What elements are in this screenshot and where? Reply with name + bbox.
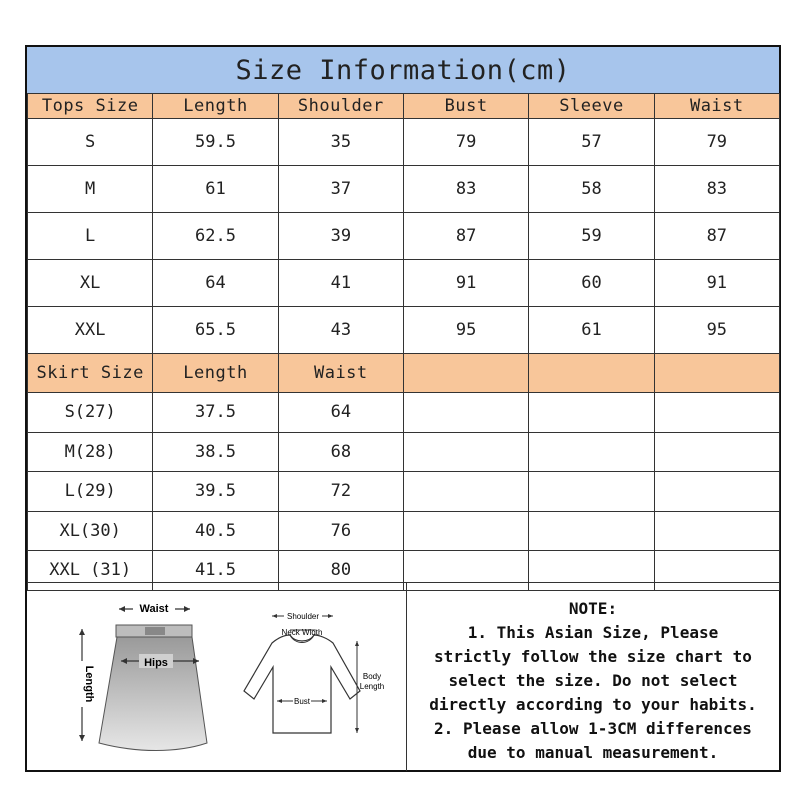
table-cell: 61	[153, 166, 278, 213]
table-cell: Shoulder	[278, 94, 403, 119]
table-cell: 60	[529, 260, 654, 307]
table-cell: 95	[403, 307, 528, 354]
skirt-header-row	[28, 354, 780, 393]
table-cell	[654, 472, 779, 512]
table-cell: 40.5	[153, 511, 278, 551]
table-cell: 39.5	[153, 472, 278, 512]
table-cell: 58	[529, 166, 654, 213]
table-cell	[529, 472, 654, 512]
note-heading: NOTE:	[568, 599, 618, 618]
table-cell	[654, 393, 779, 433]
table-cell	[529, 393, 654, 433]
table-cell: 95	[654, 307, 779, 354]
table-row	[28, 213, 780, 260]
table-cell: 59	[529, 213, 654, 260]
table-cell: 41	[278, 260, 403, 307]
bottom-section	[27, 582, 779, 771]
size-chart	[25, 45, 781, 772]
skirt-illustration	[75, 601, 207, 751]
table-cell: 68	[278, 432, 403, 472]
table-cell: 37.5	[153, 393, 278, 433]
table-cell	[529, 432, 654, 472]
table-cell: 64	[278, 393, 403, 433]
table-cell: 83	[654, 166, 779, 213]
note-line: 2. Please allow 1-3CM differences	[434, 719, 752, 738]
table-cell: 91	[403, 260, 528, 307]
table-cell	[403, 472, 528, 512]
table-cell: Waist	[654, 94, 779, 119]
table-cell	[403, 511, 528, 551]
table-cell: XXL	[28, 307, 153, 354]
skirt-hips-label: Hips	[144, 657, 168, 669]
table-row	[28, 119, 780, 166]
table-cell: 83	[403, 166, 528, 213]
table-cell: 43	[278, 307, 403, 354]
table-cell: 39	[278, 213, 403, 260]
table-cell	[654, 432, 779, 472]
note-line: 1. This Asian Size, Please	[467, 623, 719, 642]
table-cell: 87	[403, 213, 528, 260]
table-cell: 91	[654, 260, 779, 307]
table-cell: 65.5	[153, 307, 278, 354]
table-cell: XL(30)	[28, 511, 153, 551]
table-cell: L(29)	[28, 472, 153, 512]
table-cell: 61	[529, 307, 654, 354]
table-cell: 41.5	[153, 551, 278, 591]
table-cell: Tops Size	[28, 94, 153, 119]
table-row	[28, 393, 780, 433]
table-cell	[654, 511, 779, 551]
note-line: strictly follow the size chart to	[434, 647, 752, 666]
table-cell	[403, 393, 528, 433]
measurement-illustration	[27, 583, 406, 771]
table-cell: Sleeve	[529, 94, 654, 119]
table-cell	[403, 432, 528, 472]
table-cell: Bust	[403, 94, 528, 119]
note-line: directly according to your habits.	[429, 695, 757, 714]
table-row	[28, 166, 780, 213]
table-cell: Length	[153, 354, 278, 393]
skirt-waist-label: Waist	[139, 603, 169, 615]
top-shoulder-label: Shoulder	[286, 612, 320, 621]
table-cell	[529, 511, 654, 551]
top-bust-label: Bust	[293, 697, 311, 706]
table-row	[28, 307, 780, 354]
table-cell: 59.5	[153, 119, 278, 166]
table-cell: Skirt Size	[28, 354, 153, 393]
table-cell: S	[28, 119, 153, 166]
table-cell: S(27)	[28, 393, 153, 433]
table-cell: M(28)	[28, 432, 153, 472]
table-cell: M	[28, 166, 153, 213]
measurement-diagram	[27, 583, 407, 771]
table-cell: 80	[278, 551, 403, 591]
table-cell: 87	[654, 213, 779, 260]
table-cell: 37	[278, 166, 403, 213]
top-neck-label: Neck Width	[281, 628, 323, 637]
table-cell	[529, 354, 654, 393]
note-line: select the size. Do not select	[448, 671, 738, 690]
table-cell: 79	[654, 119, 779, 166]
table-row	[28, 432, 780, 472]
table-cell: XXL (31)	[28, 551, 153, 591]
top-length-label: Length	[359, 682, 385, 691]
table-cell: Waist	[278, 354, 403, 393]
table-cell: L	[28, 213, 153, 260]
table-cell: 64	[153, 260, 278, 307]
size-table	[27, 93, 780, 591]
table-cell: 35	[278, 119, 403, 166]
table-cell	[654, 354, 779, 393]
table-cell	[403, 354, 528, 393]
table-cell: 57	[529, 119, 654, 166]
note-line: due to manual measurement.	[467, 743, 719, 762]
top-illustration	[244, 611, 384, 733]
table-cell: 79	[403, 119, 528, 166]
table-cell: 38.5	[153, 432, 278, 472]
table-cell: 76	[278, 511, 403, 551]
table-cell: XL	[28, 260, 153, 307]
tops-header-row	[28, 94, 780, 119]
top-body-label: Body	[362, 672, 382, 681]
table-row	[28, 472, 780, 512]
table-row	[28, 511, 780, 551]
skirt-length-label: Length	[83, 665, 95, 703]
note-panel	[407, 583, 779, 771]
chart-title: Size Information(cm)	[27, 47, 779, 94]
table-cell: 62.5	[153, 213, 278, 260]
table-cell: 72	[278, 472, 403, 512]
table-row	[28, 260, 780, 307]
table-cell: Length	[153, 94, 278, 119]
